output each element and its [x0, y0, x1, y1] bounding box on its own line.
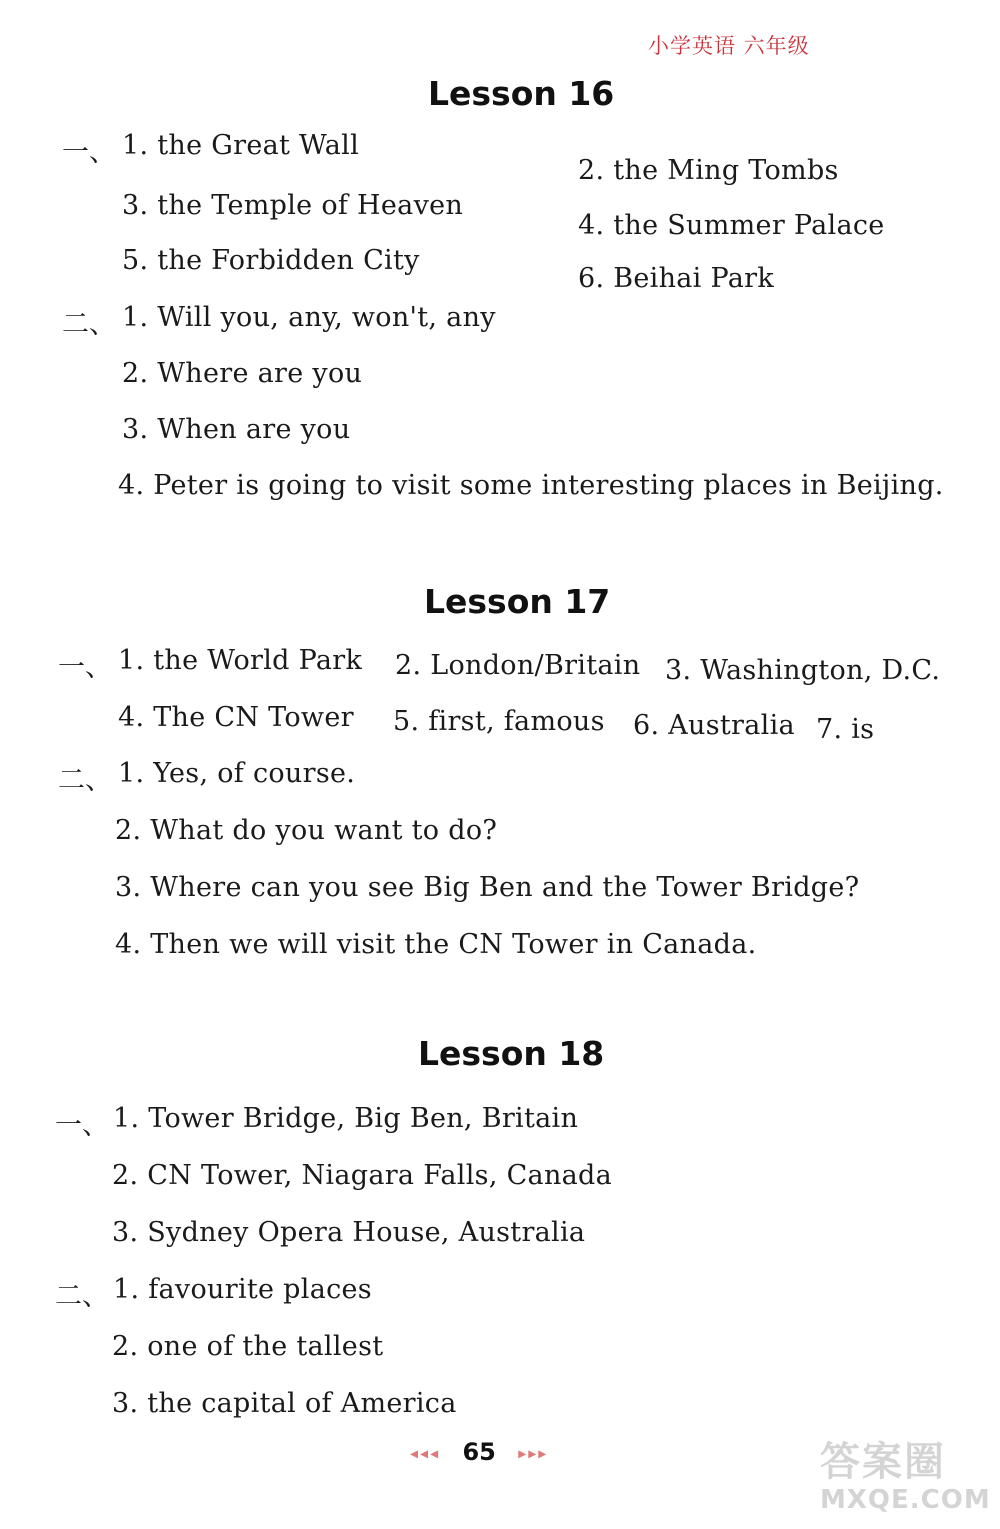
- lesson-17-section-1-marker: 一、: [58, 652, 112, 683]
- lesson-17-s2-item-3: 3. Where can you see Big Ben and the Tower Bridge?: [115, 872, 860, 903]
- lesson-17-s1-item-6: 6. Australia: [633, 710, 795, 741]
- lesson-16-s1-item-6: 6. Beihai Park: [578, 263, 775, 294]
- header-book-tag: 小学英语 六年级: [648, 34, 810, 58]
- lesson-16-section-1-marker: 一、: [62, 137, 116, 168]
- lesson-16-s1-item-3: 3. the Temple of Heaven: [122, 190, 464, 221]
- lesson-16-s2-item-2: 2. Where are you: [122, 358, 363, 389]
- lesson-16-s2-item-4: 4. Peter is going to visit some interesting places in Beijing.: [118, 470, 944, 501]
- lesson-18-title: Lesson 18: [418, 1034, 605, 1073]
- lesson-18-s2-item-2: 2. one of the tallest: [112, 1331, 384, 1362]
- lesson-16-s2-item-3: 3. When are you: [122, 414, 351, 445]
- page-number: 65: [462, 1438, 496, 1466]
- lesson-16-s1-item-2: 2. the Ming Tombs: [578, 155, 839, 186]
- lesson-17-section-2-marker: 二、: [58, 765, 112, 796]
- lesson-17-s1-item-1: 1. the World Park: [118, 645, 363, 676]
- lesson-16-s1-item-1: 1. the Great Wall: [122, 130, 359, 161]
- site-watermark: [820, 1440, 995, 1525]
- lesson-17-s2-item-4: 4. Then we will visit the CN Tower in Canada.: [115, 929, 757, 960]
- page-footer: [410, 1438, 548, 1466]
- left-arrows-icon: ◂◂◂: [410, 1443, 441, 1463]
- lesson-18-s1-item-1: 1. Tower Bridge, Big Ben, Britain: [113, 1103, 579, 1134]
- lesson-18-section-2-marker: 二、: [55, 1281, 109, 1312]
- lesson-17-s1-item-2: 2. London/Britain: [395, 650, 641, 681]
- lesson-17-s2-item-1: 1. Yes, of course.: [118, 758, 356, 789]
- lesson-18-s2-item-3: 3. the capital of America: [112, 1388, 457, 1419]
- lesson-17-s2-item-2: 2. What do you want to do?: [115, 815, 498, 846]
- lesson-16-s2-item-1: 1. Will you, any, won't, any: [122, 302, 496, 333]
- watermark-site-text: MXQE.COM: [820, 1485, 991, 1515]
- lesson-18-section-1-marker: 一、: [55, 1110, 109, 1141]
- lesson-16-title: Lesson 16: [428, 74, 615, 113]
- lesson-18-s1-item-2: 2. CN Tower, Niagara Falls, Canada: [112, 1160, 613, 1191]
- watermark-logo-text: 答案圈: [820, 1439, 946, 1485]
- lesson-17-s1-item-3: 3. Washington, D.C.: [665, 655, 941, 686]
- lesson-16-s1-item-4: 4. the Summer Palace: [578, 210, 885, 241]
- lesson-17-s1-item-5: 5. first, famous: [393, 706, 605, 737]
- lesson-16-s1-item-5: 5. the Forbidden City: [122, 245, 420, 276]
- right-arrows-icon: ▸▸▸: [518, 1443, 549, 1463]
- lesson-18-s1-item-3: 3. Sydney Opera House, Australia: [112, 1217, 586, 1248]
- lesson-17-s1-item-7: 7. is: [816, 714, 875, 745]
- lesson-17-title: Lesson 17: [424, 582, 611, 621]
- lesson-16-section-2-marker: 二、: [62, 309, 116, 340]
- lesson-17-s1-item-4: 4. The CN Tower: [118, 702, 354, 733]
- lesson-18-s2-item-1: 1. favourite places: [113, 1274, 372, 1305]
